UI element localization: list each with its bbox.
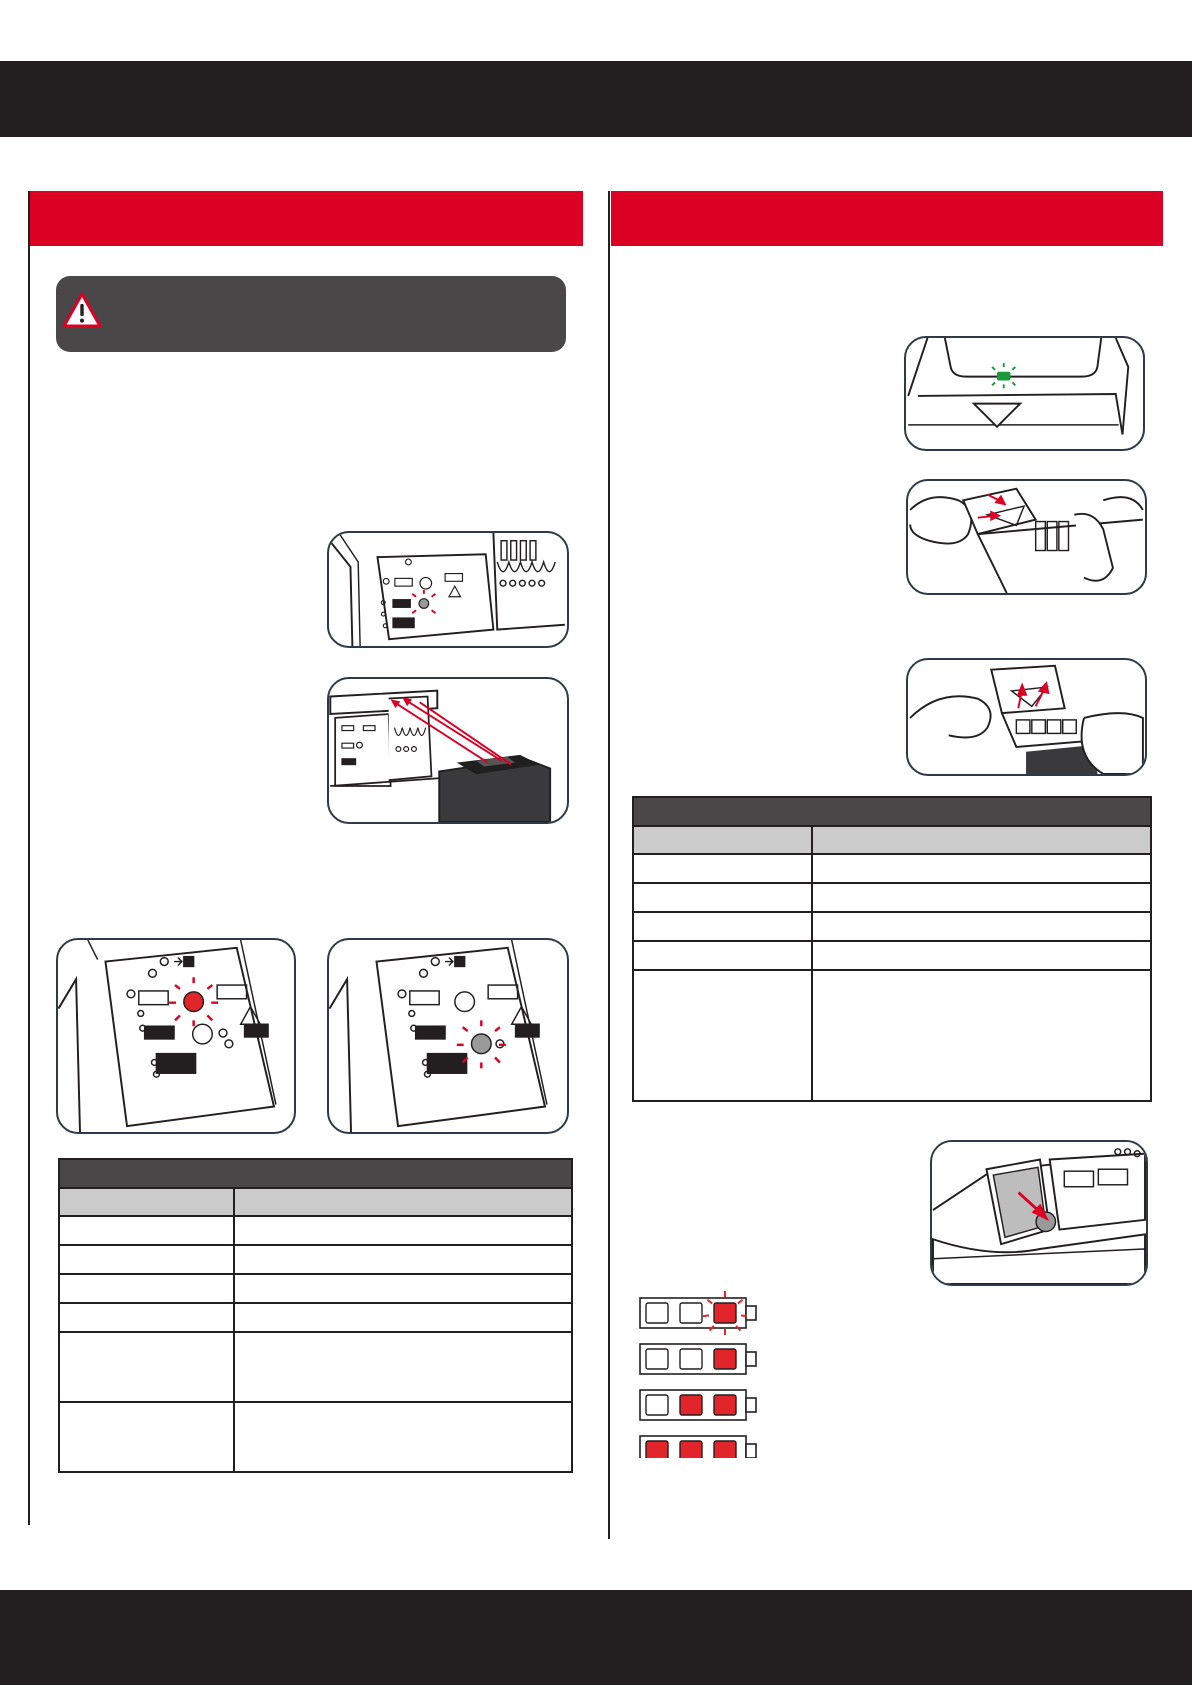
top-banner (0, 61, 1192, 137)
charger-status-illustration (327, 531, 569, 648)
battery-led-green-illustration (904, 336, 1145, 451)
charge-cell-filled (714, 1395, 736, 1415)
table-row (633, 912, 1151, 941)
battery-insertion-illustration (327, 677, 569, 824)
table-cell (235, 1433, 571, 1441)
table-cell (634, 1032, 811, 1040)
charge-cell-filled (680, 1395, 702, 1415)
table-row (59, 1216, 572, 1245)
charge-cell-filled (680, 1441, 702, 1458)
fuel-gauge-legend (638, 1288, 760, 1458)
battery-removal-illustration (906, 479, 1147, 595)
table-cell (60, 1227, 233, 1235)
table-cell (235, 1314, 571, 1322)
table-cell (634, 865, 811, 873)
battery-terminal (746, 1444, 756, 1458)
table-cell (813, 952, 1150, 960)
flash-ray (741, 1315, 747, 1316)
bottom-banner (0, 1590, 1192, 1685)
table-row (59, 1274, 572, 1303)
table-cell (60, 1314, 233, 1322)
charge-cell-filled (646, 1441, 668, 1458)
charge-cell-empty (680, 1349, 702, 1369)
fuel-gauge-button-illustration (930, 1140, 1148, 1286)
table-cell (235, 1285, 571, 1293)
charge-cell-filled (714, 1349, 736, 1369)
table-cell (60, 1363, 233, 1371)
table-cell (813, 923, 1150, 931)
right-column-rule (608, 191, 610, 1539)
table-cell (235, 1227, 571, 1235)
table-cell (813, 1032, 1150, 1040)
table-row (633, 970, 1151, 1101)
right-section-header (611, 191, 1163, 246)
charge-cell-filled (714, 1441, 736, 1458)
table-row (633, 941, 1151, 970)
battery-table-title (634, 808, 1150, 816)
fuel-gauge-icons (638, 1288, 760, 1458)
battery-level-icon (640, 1436, 756, 1458)
charge-cell-empty (646, 1349, 668, 1369)
battery-level-icon (640, 1344, 756, 1374)
battery-terminal (746, 1352, 756, 1366)
table-cell (634, 923, 811, 931)
table-row (59, 1332, 572, 1402)
table-row (59, 1245, 572, 1274)
battery-table-col-header (634, 836, 811, 844)
warning-triangle-icon (62, 292, 102, 328)
battery-terminal (746, 1306, 756, 1320)
table-row (59, 1402, 572, 1472)
table-cell (634, 894, 811, 902)
charge-cell-empty (646, 1395, 668, 1415)
battery-level-icon (640, 1291, 756, 1335)
charger-table-col-header (60, 1198, 233, 1206)
table-cell (634, 952, 811, 960)
left-section-header (30, 191, 583, 246)
table-cell (235, 1256, 571, 1264)
charger-led-grey-illustration (327, 938, 569, 1134)
charge-cell-empty (680, 1303, 702, 1323)
left-column-rule (28, 191, 30, 1525)
table-row (633, 854, 1151, 883)
warning-box (56, 276, 566, 352)
battery-insert-tool-illustration (906, 658, 1147, 776)
charger-status-table (58, 1158, 573, 1473)
table-cell (813, 894, 1150, 902)
charge-cell-empty (646, 1303, 668, 1323)
charge-cell-filled (714, 1303, 736, 1323)
flash-ray (703, 1315, 709, 1316)
battery-level-icon (640, 1390, 756, 1420)
table-row (59, 1303, 572, 1332)
battery-status-table (632, 796, 1152, 1102)
battery-table-col-header (813, 836, 1150, 844)
battery-terminal (746, 1398, 756, 1412)
charger-table-col-header (235, 1198, 571, 1206)
table-row (633, 883, 1151, 912)
table-cell (60, 1285, 233, 1293)
table-cell (813, 865, 1150, 873)
charger-led-red-illustration (56, 938, 296, 1134)
table-cell (235, 1363, 571, 1371)
charger-table-title (60, 1170, 571, 1178)
table-cell (60, 1256, 233, 1264)
table-cell (60, 1433, 233, 1441)
